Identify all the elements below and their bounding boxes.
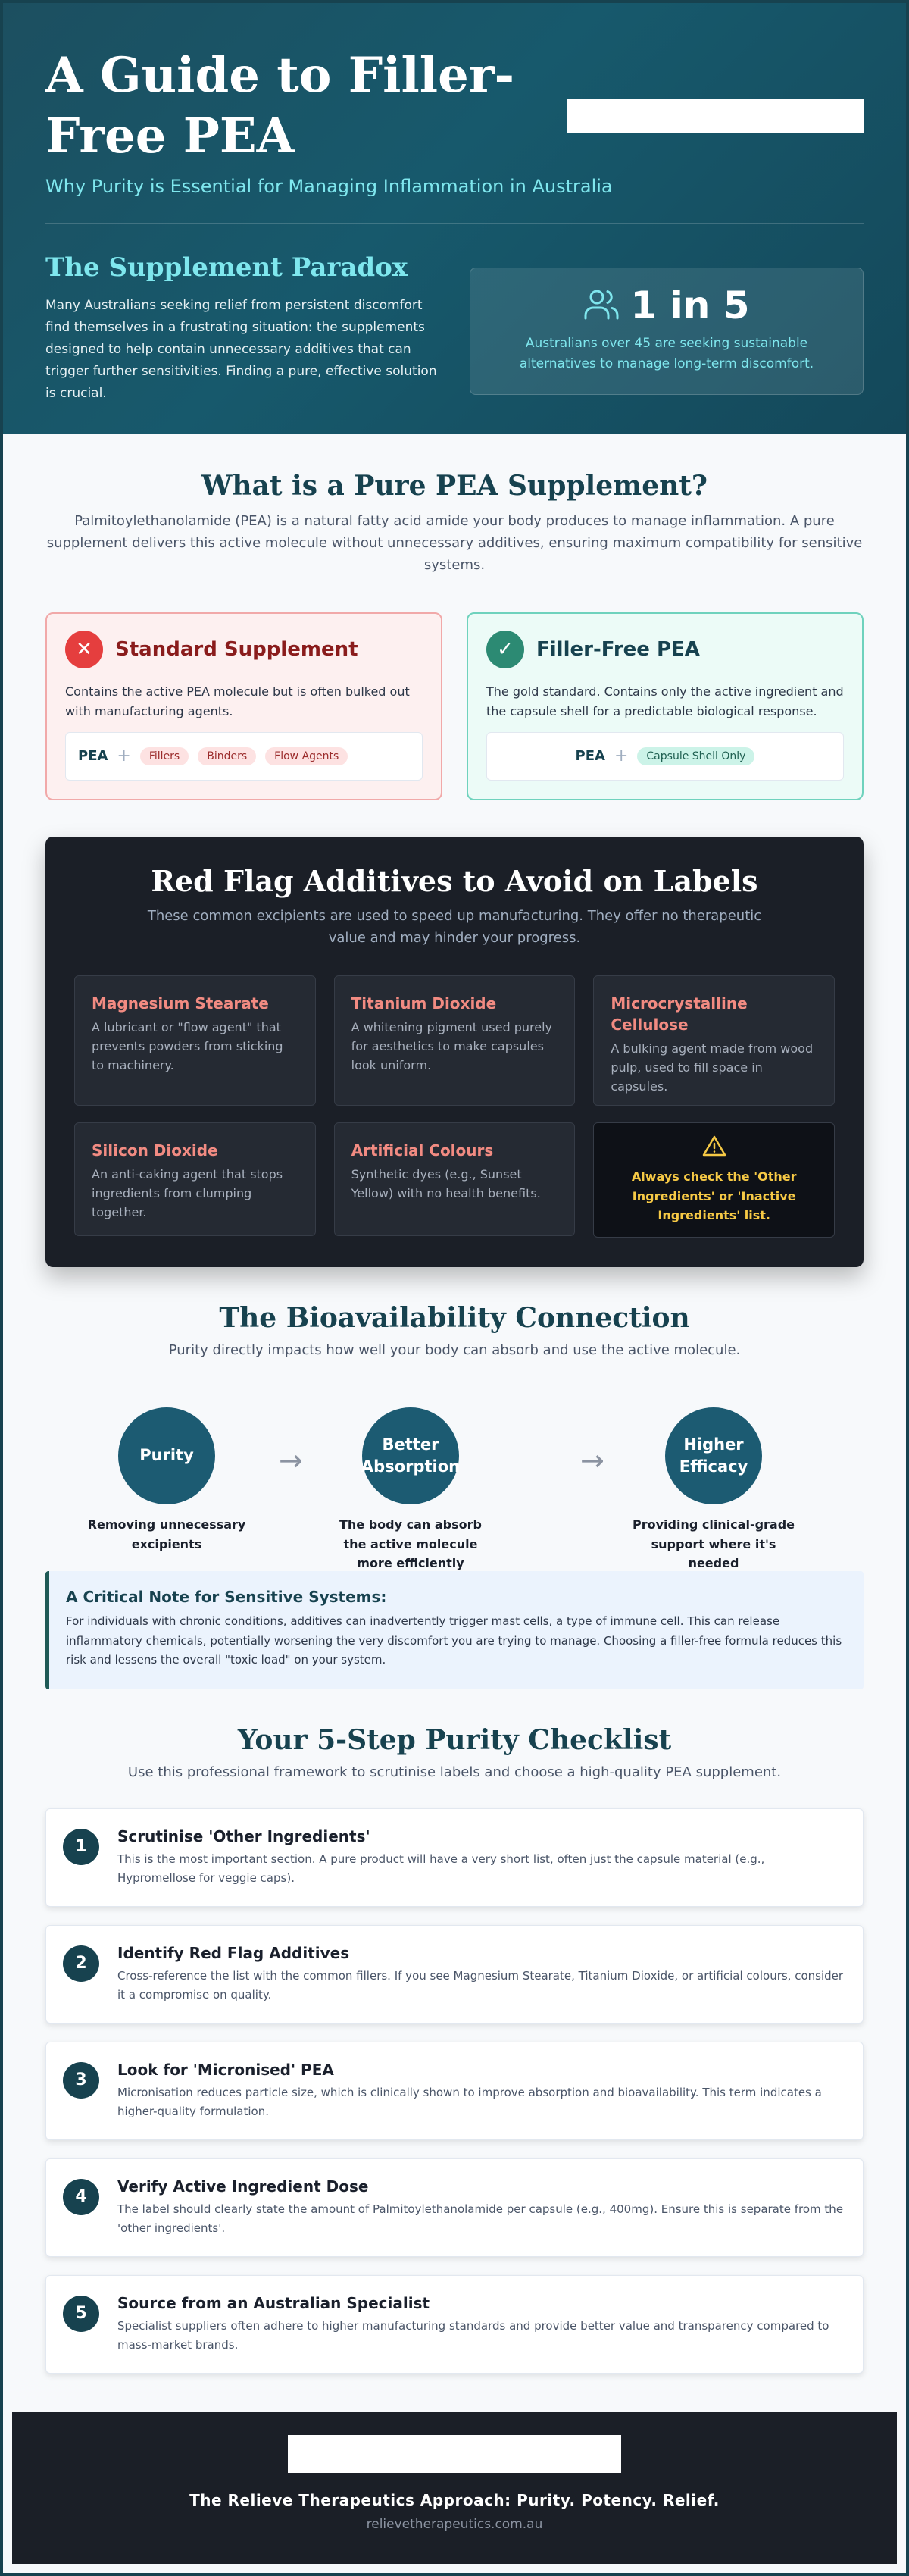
filler-free-card-title: Filler-Free PEA xyxy=(536,638,700,662)
step-number: 3 xyxy=(63,2062,99,2099)
flag-card xyxy=(593,975,835,1106)
flow-circle: Better Absorption xyxy=(362,1407,459,1504)
flow-step-purity xyxy=(83,1407,250,1554)
footer xyxy=(12,2412,897,2564)
what-title: What is a Pure PEA Supplement? xyxy=(201,470,708,502)
bioavailability-section xyxy=(3,1267,906,1571)
flag-card xyxy=(74,975,316,1106)
flow-label: Removing unnecessary excipients xyxy=(87,1517,246,1551)
step-number: 4 xyxy=(63,2179,99,2215)
standard-card-title: Standard Supplement xyxy=(115,638,358,662)
hero-bottom xyxy=(45,252,864,404)
step-text: This is the most important section. A pure product will have a very short list, often just the capsule material (e.g., Hypromellose for veggie caps). xyxy=(117,1851,765,1885)
step-body xyxy=(117,1827,846,1888)
flag-text: Synthetic dyes (e.g., Sunset Yellow) with no health benefits. xyxy=(351,1166,541,1200)
checklist-section xyxy=(3,1689,906,2374)
footer-logo-placeholder xyxy=(288,2435,621,2473)
plus-sign: + xyxy=(117,747,131,766)
flags-title: Red Flag Additives to Avoid on Labels xyxy=(151,864,758,899)
bio-title: The Bioavailability Connection xyxy=(219,1302,690,1335)
step-text: The label should clearly state the amount of Palmitoylethanolamide per capsule (e.g., 400mg). Ensure this is separate from the 'other ingredients'. xyxy=(117,2202,844,2235)
bioavailability-flow xyxy=(45,1382,864,1571)
flag-text: An anti-caking agent that stops ingredients from clumping together. xyxy=(92,1166,283,1219)
step-text: Micronisation reduces particle size, which is clinically shown to improve absorption and bioavailability. This term indicates a higher-quality formulation. xyxy=(117,2085,822,2118)
step-body xyxy=(117,2294,846,2355)
flag-name: Silicon Dioxide xyxy=(92,1141,218,1160)
x-icon: ✕ xyxy=(65,631,103,668)
standard-formula-box xyxy=(65,732,423,781)
arrow-right-icon: → xyxy=(279,1444,303,1478)
flow-step-efficacy xyxy=(630,1407,797,1573)
flag-card xyxy=(334,975,576,1106)
step-title: Source from an Australian Specialist xyxy=(117,2293,430,2312)
flag-name: Magnesium Stearate xyxy=(92,994,269,1013)
plus-sign: + xyxy=(614,747,629,766)
tag-fillers: Fillers xyxy=(140,747,189,765)
step-title: Look for 'Micronised' PEA xyxy=(117,2060,334,2079)
sensitive-systems-note xyxy=(45,1571,864,1689)
stat-value: 1 in 5 xyxy=(630,283,750,327)
flag-text: A lubricant or "flow agent" that prevents powders from sticking to machinery. xyxy=(92,1019,283,1072)
tag-flow-agents: Flow Agents xyxy=(265,747,348,765)
paradox-title: The Supplement Paradox xyxy=(45,252,408,283)
pea-label: PEA xyxy=(575,748,605,765)
arrow-right-icon: → xyxy=(580,1444,604,1478)
warning-triangle-icon xyxy=(702,1135,726,1163)
hero-divider xyxy=(45,223,864,224)
tag-capsule-shell-only: Capsule Shell Only xyxy=(637,747,754,765)
warning-text: Always check the 'Other Ingredients' or 'Inactive Ingredients' list. xyxy=(631,1169,797,1223)
what-is-pea-section xyxy=(3,434,906,800)
step-text: Specialist suppliers often adhere to higher manufacturing standards and provide better value and transparency compared to mass-market brands. xyxy=(117,2318,829,2352)
checklist-step xyxy=(45,1925,864,2024)
step-body xyxy=(117,1944,846,2005)
flow-circle: Higher Efficacy xyxy=(665,1407,762,1504)
standard-supplement-card xyxy=(45,612,442,800)
stat-text: Australians over 45 are seeking sustainable alternatives to manage long-term discomfort. xyxy=(519,336,814,372)
checklist-lead: Use this professional framework to scrutinise labels and choose a high-quality PEA supplement. xyxy=(127,1764,782,1781)
flow-label: Providing clinical-grade support where it's needed xyxy=(632,1517,795,1571)
checklist-step xyxy=(45,2042,864,2140)
standard-card-header xyxy=(65,631,423,668)
step-body xyxy=(117,2061,846,2121)
bio-lead: Purity directly impacts how well your body can absorb and use the active molecule. xyxy=(168,1342,741,1359)
hero-top xyxy=(45,45,864,167)
footer-tagline: The Relieve Therapeutics Approach: Purity. Potency. Relief. xyxy=(189,2491,720,2509)
standard-card-text: Contains the active PEA molecule but is often bulked out with manufacturing agents. xyxy=(65,684,410,718)
flow-step-absorption xyxy=(327,1407,494,1573)
pea-label: PEA xyxy=(78,748,108,765)
step-title: Verify Active Ingredient Dose xyxy=(117,2177,369,2196)
paradox-text: Many Australians seeking relief from persistent discomfort find themselves in a frustrating situation: the supplements designed to help contain unnecessary additives that can trigger further sensitivities. Finding a pure, effective solution is crucial. xyxy=(45,298,437,401)
ingredients-warning-card xyxy=(593,1122,835,1238)
checklist-step xyxy=(45,1808,864,1907)
checklist-step xyxy=(45,2275,864,2374)
footer-url[interactable]: relievetherapeutics.com.au xyxy=(366,2517,543,2532)
checklist-steps xyxy=(45,1808,864,2374)
comparison-cards xyxy=(45,612,864,800)
step-number: 1 xyxy=(63,1829,99,1865)
note-title: A Critical Note for Sensitive Systems: xyxy=(66,1588,387,1607)
step-number: 2 xyxy=(63,1945,99,1982)
filler-free-card xyxy=(467,612,864,800)
step-title: Identify Red Flag Additives xyxy=(117,1943,350,1962)
check-icon: ✓ xyxy=(486,631,524,668)
paradox-block xyxy=(45,252,439,404)
step-title: Scrutinise 'Other Ingredients' xyxy=(117,1826,370,1845)
flag-name: Titanium Dioxide xyxy=(351,994,497,1013)
flag-name: Microcrystalline Cellulose xyxy=(611,994,748,1034)
flags-grid xyxy=(74,975,835,1238)
flag-card xyxy=(334,1122,576,1236)
flag-text: A bulking agent made from wood pulp, used to fill space in capsules. xyxy=(611,1041,814,1094)
tag-binders: Binders xyxy=(198,747,256,765)
flag-card xyxy=(74,1122,316,1236)
users-icon xyxy=(583,287,620,324)
filler-free-card-text: The gold standard. Contains only the active ingredient and the capsule shell for a predictable biological response. xyxy=(486,684,844,718)
page-title: A Guide to Filler-Free PEA xyxy=(45,47,515,164)
flag-name: Artificial Colours xyxy=(351,1141,494,1160)
stat-card xyxy=(470,268,864,395)
flags-lead: These common excipients are used to speed up manufacturing. They offer no therapeutic value and may hinder your progress. xyxy=(147,908,762,947)
flag-text: A whitening pigment used purely for aesthetics to make capsules look uniform. xyxy=(351,1019,552,1072)
stat-row xyxy=(470,283,863,327)
step-number: 5 xyxy=(63,2296,99,2332)
filler-free-card-header xyxy=(486,631,844,668)
what-lead: Palmitoylethanolamide (PEA) is a natural fatty acid amide your body produces to manage inflammation. A pure supplement delivers this active molecule without unnecessary additives, ensuring maximum compatibility for sensitive systems. xyxy=(46,513,863,573)
checklist-step xyxy=(45,2158,864,2257)
red-flags-section xyxy=(45,837,864,1267)
note-text: For individuals with chronic conditions, additives can inadvertently trigger mast cells, a type of immune cell. This can release inflammatory chemicals, potentially worsening the very discomfort you are trying to manage. Choosing a filler-free formula reduces this risk and lessens the overall "toxic load" on your system. xyxy=(66,1614,842,1667)
hero-subtitle: Why Purity is Essential for Managing Inflammation in Australia xyxy=(45,176,613,197)
flow-circle: Purity xyxy=(118,1407,215,1504)
flow-label: The body can absorb the active molecule more efficiently xyxy=(339,1517,482,1571)
checklist-title: Your 5-Step Purity Checklist xyxy=(237,1724,672,1757)
step-body xyxy=(117,2177,846,2238)
hero-section xyxy=(3,3,906,434)
step-text: Cross-reference the list with the common fillers. If you see Magnesium Stearate, Titanium Dioxide, or artificial colours, consider it a compromise on quality. xyxy=(117,1968,844,2002)
hero-logo-placeholder xyxy=(567,99,864,133)
filler-free-formula-box xyxy=(486,732,844,781)
